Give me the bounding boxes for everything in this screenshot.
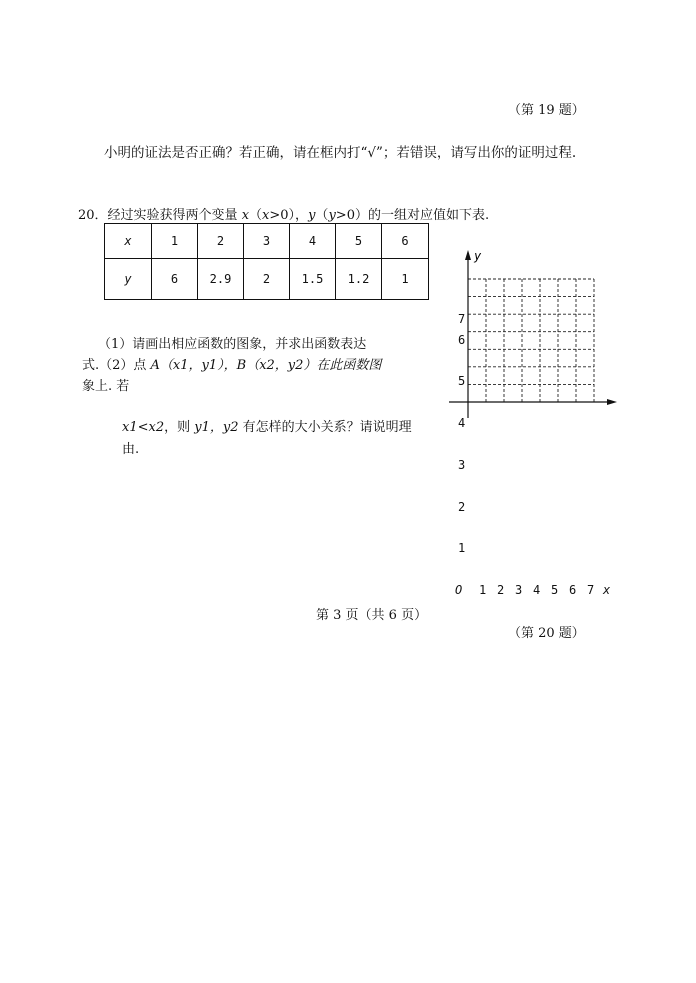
q20-cond-x: x1<x2 [122, 420, 165, 435]
table-cell: 1.5 [290, 259, 336, 300]
grid-lines [468, 279, 594, 402]
x-axis-label: x [603, 583, 611, 597]
q20-part1-line3: 象上. 若 [82, 379, 130, 394]
x-axis-arrow-icon [607, 399, 617, 405]
q20-x-cond-open: （ [249, 208, 263, 223]
q19-statement: 小明的证法是否正确？若正确，请在框内打“√”；若错误，请写出你的证明过程. [104, 145, 577, 161]
q20-y-var: y [308, 208, 316, 223]
q20-x-cond-var: x [262, 208, 270, 223]
y-tick-label: 2 [458, 500, 466, 514]
q20-cond-question: 有怎样的大小关系？请说明理 [238, 420, 412, 435]
table-cell: 1 [382, 259, 429, 300]
x-tick-label: 2 [497, 583, 505, 597]
table-cell: 2 [244, 259, 290, 300]
q20-cond-y: y1，y2 [194, 420, 239, 435]
y-tick-label: 1 [458, 541, 466, 555]
x-tick-label: 5 [551, 583, 559, 597]
q20-y-cond-close: >0）的一组对应值如下表. [335, 208, 490, 223]
table-cell: 1 [152, 224, 198, 259]
page-footer: 第 3 页（共 6 页） [316, 608, 428, 623]
y-tick-label: 3 [458, 458, 466, 472]
x-tick-label: 1 [479, 583, 487, 597]
q20-intro-text: 经过实验获得两个变量 [107, 208, 242, 223]
table-header-x: x [105, 224, 152, 259]
q20-x-var: x [241, 208, 250, 223]
x-tick-label: 7 [587, 583, 595, 597]
table-cell: 4 [290, 224, 336, 259]
q20-number: 20． [78, 208, 108, 223]
x-tick-label: 6 [569, 583, 577, 597]
x-tick-label: 4 [533, 583, 541, 597]
x-tick-label: 3 [515, 583, 523, 597]
q20-x-cond-close: >0）， [269, 208, 309, 223]
table-cell: 6 [382, 224, 429, 259]
table-header-y: y [105, 259, 152, 300]
table-cell: 2 [198, 224, 244, 259]
y-tick-label: 4 [458, 416, 466, 430]
q20-part2-label: 式.（2）点 [82, 358, 151, 373]
y-axis-arrow-icon [465, 250, 471, 260]
q20-y-cond-open: （ [315, 208, 329, 223]
origin-label: O [455, 583, 463, 597]
q20-y-cond-var: y [328, 208, 336, 223]
y-tick-label: 6 [458, 333, 466, 347]
table-cell: 2.9 [198, 259, 244, 300]
q19-caption: （第 19 题） [508, 103, 585, 118]
table-cell: 6 [152, 259, 198, 300]
y-tick-label: 5 [458, 374, 466, 388]
table-cell: 1.2 [336, 259, 382, 300]
table-cell: 3 [244, 224, 290, 259]
q20-point-b: B（x2，y2）在此函数图 [236, 358, 382, 373]
table-cell: 5 [336, 224, 382, 259]
q20-condition-line2: 由. [122, 442, 140, 457]
q20-cond-then: ，则 [164, 420, 195, 435]
y-tick-label: 7 [458, 312, 466, 326]
y-axis-label: y [474, 249, 482, 263]
q20-part1-line1: （1）请画出相应函数的图象，并求出函数表达 [98, 337, 367, 352]
q20-caption: （第 20 题） [508, 626, 585, 641]
q20-point-a: A（x1，y1）， [150, 358, 237, 373]
